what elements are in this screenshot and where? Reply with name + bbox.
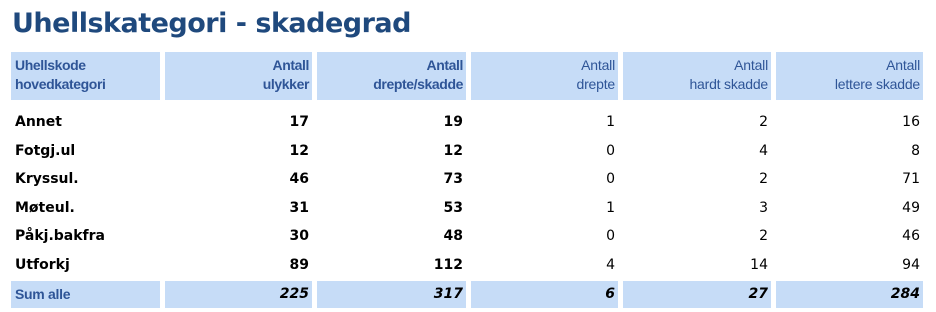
cell-accidents: 46 bbox=[289, 171, 309, 188]
cell-slightly-injured: 46 bbox=[902, 228, 920, 245]
row-label: Fotgj.ul bbox=[15, 142, 76, 159]
cell-killed-injured: 12 bbox=[443, 142, 463, 159]
cell-killed-injured: 73 bbox=[443, 171, 463, 188]
cell-killed: 0 bbox=[606, 142, 615, 159]
cell-killed-injured: 53 bbox=[443, 199, 463, 216]
header-category-line-2: hovedkategori bbox=[15, 76, 106, 92]
total-slightly-injured: 284 bbox=[776, 281, 923, 308]
total-killed: 6 bbox=[471, 281, 618, 308]
total-accidents: 225 bbox=[165, 281, 312, 308]
cell-accidents: 30 bbox=[289, 228, 309, 245]
cell-seriously-injured: 2 bbox=[759, 171, 768, 188]
header-slightly-injured-line-2: lettere skadde bbox=[834, 76, 920, 92]
cell-accidents: 31 bbox=[289, 199, 309, 216]
cell-seriously-injured: 2 bbox=[759, 114, 768, 130]
header-slightly-injured-line-1: Antall bbox=[886, 57, 920, 73]
header-killed-line-1: Antall bbox=[581, 57, 615, 73]
cell-slightly-injured: 16 bbox=[902, 114, 920, 130]
cell-killed-injured: 112 bbox=[433, 256, 463, 273]
cell-killed: 4 bbox=[606, 256, 615, 273]
total-seriously-injured: 27 bbox=[623, 281, 771, 308]
cell-slightly-injured: 94 bbox=[902, 256, 920, 273]
cell-killed-injured: 48 bbox=[443, 228, 463, 245]
header-killed-injured bbox=[317, 52, 466, 100]
row-label: Annet bbox=[15, 114, 62, 130]
header-accidents bbox=[165, 52, 312, 100]
cell-accidents: 89 bbox=[289, 256, 309, 273]
cell-accidents: 12 bbox=[289, 142, 309, 159]
header-killed-line-2: drepte bbox=[576, 76, 615, 92]
header-seriously-injured-line-1: Antall bbox=[734, 57, 768, 73]
cell-slightly-injured: 71 bbox=[902, 171, 920, 188]
header-accidents-line-2: ulykker bbox=[262, 76, 309, 92]
header-killed-injured-line-1: Antall bbox=[426, 57, 463, 73]
row-label: Utforkj bbox=[15, 256, 70, 273]
cell-slightly-injured: 49 bbox=[902, 199, 920, 216]
cell-killed: 1 bbox=[606, 199, 615, 216]
header-category-line-1: Uhellskode bbox=[15, 57, 86, 73]
row-label: Påkj.bakfra bbox=[15, 228, 105, 245]
cell-slightly-injured: 8 bbox=[911, 142, 920, 159]
injury-severity-table bbox=[11, 52, 923, 308]
cell-killed: 0 bbox=[606, 228, 615, 245]
cell-killed: 1 bbox=[606, 114, 615, 130]
header-killed bbox=[471, 52, 618, 100]
cell-killed-injured: 19 bbox=[443, 114, 463, 130]
header-killed-injured-line-2: drepte/skadde bbox=[373, 76, 463, 92]
header-spacer bbox=[11, 100, 923, 108]
header-slightly-injured bbox=[776, 52, 923, 100]
cell-killed: 0 bbox=[606, 171, 615, 188]
page-title: Uhellskategori - skadegrad bbox=[12, 8, 411, 39]
row-label: Møteul. bbox=[15, 199, 75, 216]
cell-seriously-injured: 4 bbox=[759, 142, 768, 159]
header-accidents-line-1: Antall bbox=[272, 57, 309, 73]
cell-seriously-injured: 3 bbox=[759, 199, 768, 216]
total-killed-injured: 317 bbox=[317, 281, 466, 308]
cell-accidents: 17 bbox=[289, 114, 309, 130]
header-seriously-injured bbox=[623, 52, 771, 100]
header-category bbox=[11, 52, 160, 100]
row-label: Kryssul. bbox=[15, 171, 79, 188]
cell-seriously-injured: 14 bbox=[750, 256, 768, 273]
cell-seriously-injured: 2 bbox=[759, 228, 768, 245]
header-seriously-injured-line-2: hardt skadde bbox=[689, 76, 768, 92]
total-label: Sum alle bbox=[11, 281, 160, 308]
